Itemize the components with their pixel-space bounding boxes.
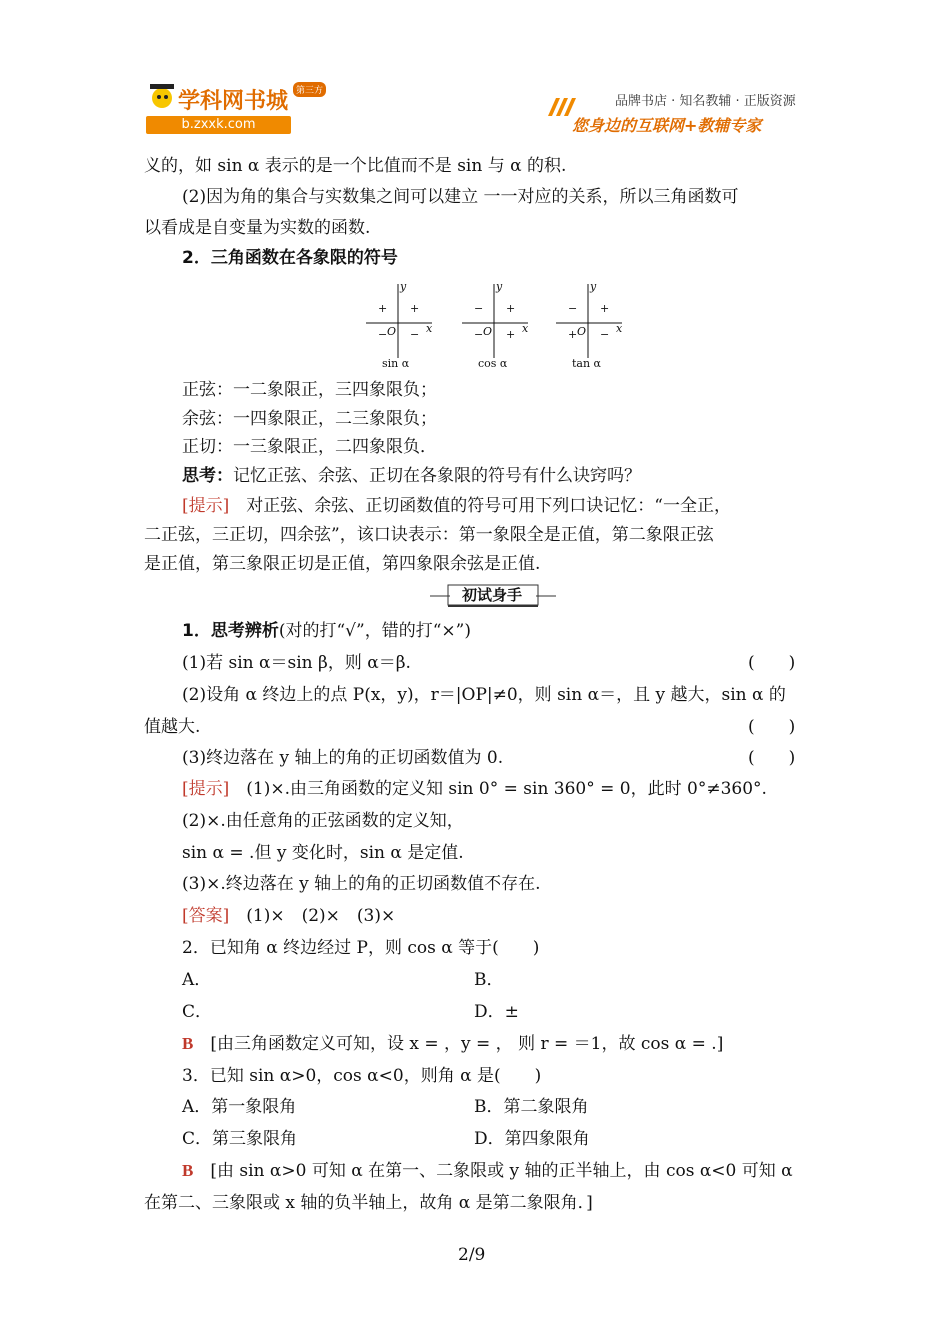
q3-option-a: A．第一象限角 xyxy=(182,1097,297,1117)
hint-line: sin α = .但 y 变化时，sin α 是定值. xyxy=(182,843,464,863)
q1-item: 值越大. xyxy=(144,717,201,737)
tan-quadrant-figure xyxy=(556,280,623,370)
body-line: 是正值，第三象限正切是正值，第四象限余弦是正值. xyxy=(144,554,541,574)
body-line: 以看成是自变量为实数的函数. xyxy=(144,218,371,238)
q2-explanation-line xyxy=(182,1033,723,1055)
q1-item: (3)终边落在 y 轴上的角的正切函数值为 0. xyxy=(182,748,504,768)
q3-option-b: B．第二象限角 xyxy=(474,1097,589,1117)
body-line: 余弦：一四象限正，二三象限负； xyxy=(182,409,437,429)
slogan-top: 品牌书店 · 知名教辅 · 正版资源 xyxy=(615,94,796,109)
answer-label: [答案] xyxy=(182,906,230,926)
q2-option-a: A． xyxy=(182,970,212,990)
hint-text: 对正弦、余弦、正切函数值的符号可用下列口诀记忆：“一全正， xyxy=(246,496,731,516)
answer-line xyxy=(182,905,395,927)
figure-label: cos α xyxy=(478,357,508,370)
q3-sign: − xyxy=(474,328,484,341)
think-text: 记忆正弦、余弦、正切在各象限的符号有什么诀窍吗？ xyxy=(233,466,641,486)
q1-sign: + xyxy=(410,302,420,315)
q2-explanation: [由三角函数定义可知，设 x = ，y = ， 则 r = ＝1，故 cos α = .] xyxy=(210,1034,724,1054)
answer-paren: ( ) xyxy=(748,717,796,737)
hint-label: [提示] xyxy=(182,496,230,516)
q3-explanation: [由 sin α>0 可知 α 在第一、二象限或 y 轴的正半轴上，由 cos α<0 可知 α xyxy=(210,1161,793,1181)
q2-option-b: B． xyxy=(474,970,504,990)
q3-option-c: C．第三象限角 xyxy=(182,1129,298,1149)
q1-item: (2)设角 α 终边上的点 P(x，y)，r＝|OP|≠0，则 sin α＝，且 y 越大，sin α 的 xyxy=(182,685,786,705)
body-line: 正切：一三象限正，二四象限负． xyxy=(182,437,437,457)
quadrant-sign-figures xyxy=(362,280,632,372)
q2-option-d: D．± xyxy=(474,1002,519,1022)
q1-sign: + xyxy=(600,302,610,315)
body-line: 义的，如 sin α 表示的是一个比值而不是 sin 与 α 的积. xyxy=(144,156,567,176)
q2-answer: B xyxy=(182,1034,194,1053)
body-line: (2)因为角的集合与实数集之间可以建立 一一对应的关系，所以三角函数可 xyxy=(182,187,739,207)
logo-url: b.zxxk.com xyxy=(146,116,291,134)
answer-paren: ( ) xyxy=(748,653,796,673)
section-heading: 2．三角函数在各象限的符号 xyxy=(182,248,398,268)
hint-text: (1)×.由三角函数的定义知 sin 0° = sin 360° = 0，此时 0°≠360°. xyxy=(246,779,767,799)
body-line: 二正弦，三正切，四余弦”，该口诀表示：第一象限全是正值，第二象限正弦 xyxy=(144,525,714,545)
q4-sign: − xyxy=(600,328,610,341)
q1-title-line xyxy=(182,620,471,642)
origin-label: O xyxy=(387,325,397,338)
axis-y-label: y xyxy=(590,280,597,293)
think-line xyxy=(182,465,641,487)
figure-label: sin α xyxy=(382,357,410,370)
axis-y-label: y xyxy=(496,280,503,293)
body-line: 正弦：一二象限正，三四象限负； xyxy=(182,380,437,400)
q2-sign: + xyxy=(378,302,388,315)
q3-explanation-line xyxy=(182,1160,793,1182)
figure-label: tan α xyxy=(572,357,601,370)
q1-title: 1．思考辨析 xyxy=(182,621,279,641)
origin-label: O xyxy=(483,325,493,338)
q2-option-c: C． xyxy=(182,1002,213,1022)
logo-badge: 第三方 xyxy=(293,82,326,97)
axis-x-label: x xyxy=(426,322,433,335)
q2-sign: − xyxy=(568,302,578,315)
logo-text: 学科网书城 xyxy=(178,89,289,114)
q3-stem: 3．已知 sin α>0，cos α<0，则角 α 是( ) xyxy=(182,1066,542,1086)
think-label: 思考： xyxy=(182,466,233,486)
origin-label: O xyxy=(577,325,587,338)
q3-sign: + xyxy=(568,328,578,341)
q3-explanation: 在第二、三象限或 x 轴的负半轴上，故角 α 是第二象限角．] xyxy=(144,1193,593,1213)
q2-sign: − xyxy=(474,302,484,315)
slogan-bottom: 您身边的互联网+教辅专家 xyxy=(572,116,762,135)
q1-note: (对的打“√”，错的打“×”) xyxy=(278,621,471,641)
answer-text: (1)× (2)× (3)× xyxy=(246,906,396,926)
axis-x-label: x xyxy=(522,322,529,335)
page-number: 2/9 xyxy=(458,1245,486,1265)
hint-label: [提示] xyxy=(182,779,230,799)
q4-sign: − xyxy=(410,328,420,341)
q2-stem: 2．已知角 α 终边经过 P，则 cos α 等于( ) xyxy=(182,938,540,958)
q3-sign: − xyxy=(378,328,388,341)
answer-paren: ( ) xyxy=(748,748,796,768)
section-title: 初试身手 xyxy=(461,586,522,604)
q1-sign: + xyxy=(506,302,516,315)
hint-line xyxy=(182,495,731,517)
axis-y-label: y xyxy=(400,280,407,293)
hint-line: (2)×.由任意角的正弦函数的定义知， xyxy=(182,811,464,831)
q1-item: (1)若 sin α＝sin β，则 α＝β. xyxy=(182,653,411,673)
hint-line xyxy=(182,778,767,800)
q3-answer: B xyxy=(182,1161,194,1180)
q3-option-d: D．第四象限角 xyxy=(474,1129,590,1149)
sin-quadrant-figure xyxy=(366,280,433,370)
cos-quadrant-figure xyxy=(462,280,529,370)
axis-x-label: x xyxy=(616,322,623,335)
q4-sign: + xyxy=(506,328,516,341)
logo-mascot-icon xyxy=(146,80,180,116)
hint-line: (3)×.终边落在 y 轴上的角的正切函数值不存在. xyxy=(182,874,541,894)
